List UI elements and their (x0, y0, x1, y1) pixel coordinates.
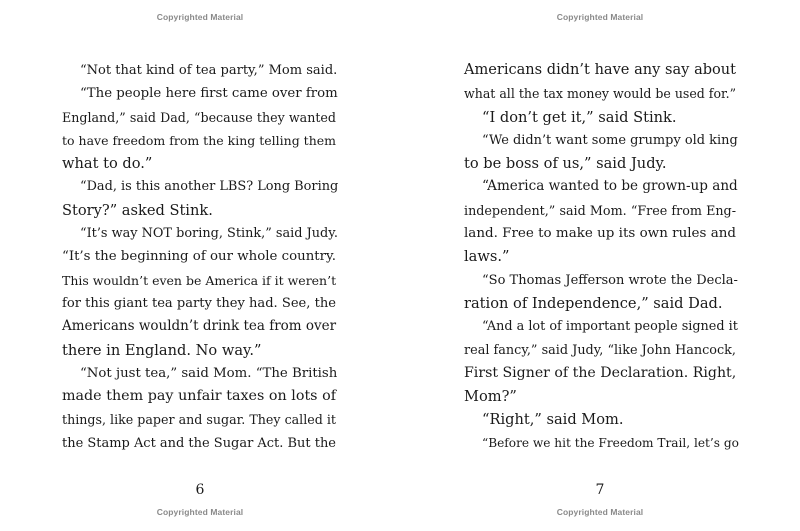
text-line: This wouldn’t even be America if it weren’t (62, 272, 337, 288)
text-line: “We didn’t want some grumpy old king (482, 132, 738, 148)
text-line: “Not just tea,” said Mom. “The British (80, 365, 338, 381)
copyright-header: Copyrighted Material (556, 12, 644, 22)
text-line: land. Free to make up its own rules and (464, 226, 736, 242)
text-line: England,” said Dad, “because they wanted (62, 109, 336, 125)
text-line: for this giant tea party they had. See, the (62, 295, 336, 311)
text-line: First Signer of the Declaration. Right, (464, 364, 737, 381)
text-line: “So Thomas Jefferson wrote the Decla- (482, 272, 738, 288)
text-line: “It’s the beginning of our whole country. (62, 249, 337, 265)
text-line: independent,” said Mom. “Free from Eng- (464, 202, 736, 218)
page-number: 6 (195, 482, 205, 498)
text-line: Mom?” (464, 388, 517, 406)
text-line: “I don’t get it,” said Stink. (482, 108, 677, 126)
page-number: 7 (595, 482, 605, 498)
text-line: to have freedom from the king telling them (62, 132, 336, 148)
text-line: “Before we hit the Freedom Trail, let’s go (482, 435, 739, 450)
text-line: “The people here first came over from (80, 86, 338, 102)
text-line: “And a lot of important people signed it (482, 319, 738, 335)
text-line: “America wanted to be grown-up and (482, 178, 738, 195)
text-line: real fancy,” said Judy, “like John Hancock, (464, 342, 736, 358)
copyright-footer: Copyrighted Material (556, 507, 644, 517)
copyright-header: Copyrighted Material (156, 12, 244, 22)
text-line: things, like paper and sugar. They called it (62, 412, 336, 428)
text-line: Americans wouldn’t drink tea from over (62, 318, 337, 335)
text-line: “Right,” said Mom. (482, 411, 624, 429)
left-page-text (62, 59, 339, 455)
text-line: made them pay unfair taxes on lots of (62, 388, 336, 405)
text-line: “Dad, is this another LBS? Long Boring (80, 179, 339, 195)
text-line: ration of Independence,” said Dad. (464, 294, 723, 312)
text-line: “It’s way NOT boring, Stink,” said Judy. (80, 226, 338, 242)
right-page-text (464, 59, 739, 455)
text-line: the Stamp Act and the Sugar Act. But the (62, 435, 336, 451)
text-line: “Not that kind of tea party,” Mom said. (80, 63, 338, 78)
right-page (400, 0, 800, 531)
text-line: there in England. No way.” (62, 341, 262, 359)
copyright-footer: Copyrighted Material (156, 507, 244, 517)
text-line: what all the tax money would be used for.” (464, 86, 737, 102)
text-line: laws.” (464, 248, 510, 266)
text-line: what to do.” (62, 155, 153, 173)
text-line: Americans didn’t have any say about (464, 62, 736, 78)
text-line: Story?” asked Stink. (62, 201, 213, 219)
text-line: to be boss of us,” said Judy. (464, 155, 667, 173)
